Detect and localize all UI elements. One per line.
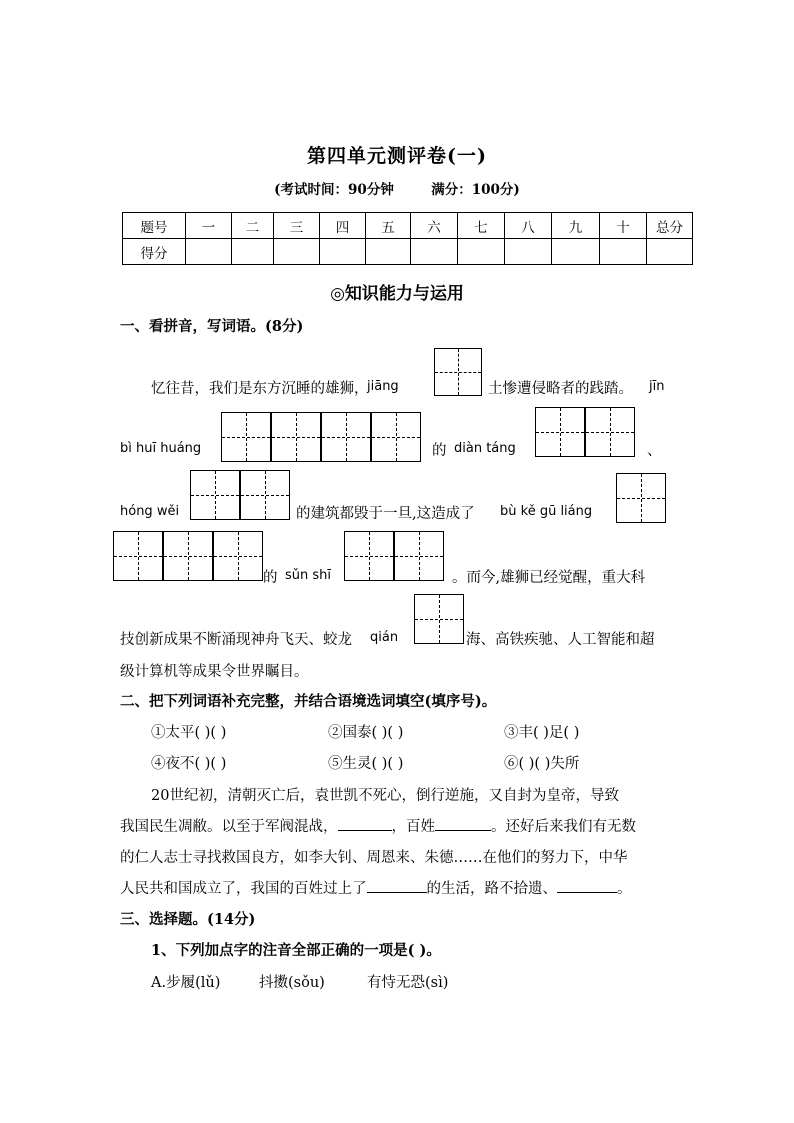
fill-blank[interactable] xyxy=(338,829,392,831)
question-3-1: 1、下列加点字的注音全部正确的一项是( )。 xyxy=(151,942,441,959)
idiom-item: ①太平( )( ) xyxy=(151,725,227,741)
writing-box[interactable] xyxy=(321,412,371,462)
writing-box[interactable] xyxy=(585,407,635,457)
writing-box[interactable] xyxy=(271,412,321,462)
table-cell: 得分 xyxy=(123,239,186,265)
pinyin: hóng wěi xyxy=(120,504,180,519)
pinyin: bì huī huáng xyxy=(120,441,202,456)
score-input-cell[interactable] xyxy=(552,239,600,265)
question-3-heading: 三、选择题。(14分) xyxy=(120,911,256,928)
score-table-header-row xyxy=(123,213,693,239)
fill-blank[interactable] xyxy=(367,891,427,893)
table-cell: 八 xyxy=(505,213,552,239)
q1-text: 技创新成果不断涌现神舟飞天、蛟龙 xyxy=(120,632,352,648)
passage-text: 。还好后来我们有无数 xyxy=(491,819,636,835)
writing-box[interactable] xyxy=(434,348,482,396)
table-cell: 三 xyxy=(274,213,320,239)
table-cell: 题号 xyxy=(123,213,186,239)
score-input-cell[interactable] xyxy=(411,239,458,265)
passage-text: 的生活，路不拾遗、 xyxy=(426,881,557,897)
q1-text: 海、高铁疾驰、人工智能和超 xyxy=(466,632,655,648)
exam-time: (考试时间：90分钟 xyxy=(274,182,394,198)
option-a-part: 抖擞(sǒu) xyxy=(259,975,325,991)
writing-box[interactable] xyxy=(616,473,666,523)
q1-text: 忆往昔，我们是东方沉睡的雄狮， xyxy=(151,381,369,397)
writing-box[interactable] xyxy=(394,531,444,581)
fill-blank[interactable] xyxy=(557,891,617,893)
score-input-cell[interactable] xyxy=(320,239,366,265)
passage-line: 20世纪初，清朝灭亡后，袁世凯不死心，倒行逆施，又自封为皇帝，导致 xyxy=(151,788,619,804)
score-input-cell[interactable] xyxy=(458,239,505,265)
question-1-heading: 一、看拼音，写词语。(8分) xyxy=(120,318,304,335)
pinyin: sǔn shī xyxy=(285,568,332,583)
writing-box[interactable] xyxy=(535,407,585,457)
writing-box[interactable] xyxy=(414,594,464,644)
table-cell: 二 xyxy=(232,213,274,239)
pinyin: qián xyxy=(370,630,399,645)
exam-info xyxy=(0,178,794,198)
idiom-item: ②国泰( )( ) xyxy=(328,725,404,741)
table-cell: 一 xyxy=(186,213,232,239)
page-title: 第四单元测评卷(一) xyxy=(307,145,487,167)
question-2-heading: 二、把下列词语补充完整，并结合语境选词填空(填序号)。 xyxy=(120,693,497,710)
pinyin: diàn táng xyxy=(454,441,516,456)
q1-text: 级计算机等成果令世界瞩目。 xyxy=(120,664,309,680)
passage-text: ，百姓 xyxy=(391,819,435,835)
score-table-score-row xyxy=(123,239,693,265)
q1-text: 土惨遭侵略者的践踏。 xyxy=(488,381,633,397)
passage-line xyxy=(120,815,636,836)
score-input-cell[interactable] xyxy=(647,239,693,265)
score-input-cell[interactable] xyxy=(600,239,647,265)
q1-text: 。而今,雄狮已经觉醒，重大科 xyxy=(452,570,646,586)
q1-text: 的 xyxy=(432,443,447,459)
writing-box[interactable] xyxy=(371,412,421,462)
table-cell: 总分 xyxy=(647,213,693,239)
fill-blank[interactable] xyxy=(435,829,491,831)
writing-box[interactable] xyxy=(240,470,290,520)
section-title: ◎知识能力与运用 xyxy=(330,284,464,304)
writing-box[interactable] xyxy=(213,531,263,581)
pinyin: jiāng xyxy=(367,379,399,394)
score-input-cell[interactable] xyxy=(186,239,232,265)
full-score: 满分：100分) xyxy=(431,182,520,198)
passage-text: 我国民生凋敝。以至于军阀混战， xyxy=(120,819,338,835)
score-input-cell[interactable] xyxy=(366,239,411,265)
idiom-item: ③丰( )足( ) xyxy=(504,725,580,741)
option-a-part: A.步履(lǔ) xyxy=(151,975,221,991)
option-a-part: 有恃无恐(sì) xyxy=(367,975,449,991)
passage-text: 人民共和国成立了，我国的百姓过上了 xyxy=(120,881,367,897)
score-input-cell[interactable] xyxy=(505,239,552,265)
table-cell: 五 xyxy=(366,213,411,239)
passage-line: 的仁人志士寻找救国良方，如李大钊、周恩来、朱德……在他们的努力下，中华 xyxy=(120,850,628,866)
writing-box[interactable] xyxy=(221,412,271,462)
table-cell: 四 xyxy=(320,213,366,239)
q1-text: 、 xyxy=(647,443,662,459)
passage-line xyxy=(120,877,632,898)
table-cell: 七 xyxy=(458,213,505,239)
passage-text: 。 xyxy=(617,881,632,897)
q1-text: 的建筑都毁于一旦,这造成了 xyxy=(296,506,475,522)
pinyin: bù kě gū liáng xyxy=(500,504,593,519)
writing-box[interactable] xyxy=(344,531,394,581)
score-input-cell[interactable] xyxy=(232,239,274,265)
writing-box[interactable] xyxy=(163,531,213,581)
q1-text: 的 xyxy=(263,570,278,586)
table-cell: 九 xyxy=(552,213,600,239)
idiom-item: ⑥( )( )失所 xyxy=(504,756,580,772)
writing-box[interactable] xyxy=(113,531,163,581)
writing-box[interactable] xyxy=(190,470,240,520)
idiom-item: ④夜不( )( ) xyxy=(151,756,227,772)
score-input-cell[interactable] xyxy=(274,239,320,265)
pinyin: jīn xyxy=(649,379,665,394)
idiom-item: ⑤生灵( )( ) xyxy=(328,756,404,772)
score-table xyxy=(122,212,693,265)
table-cell: 十 xyxy=(600,213,647,239)
table-cell: 六 xyxy=(411,213,458,239)
